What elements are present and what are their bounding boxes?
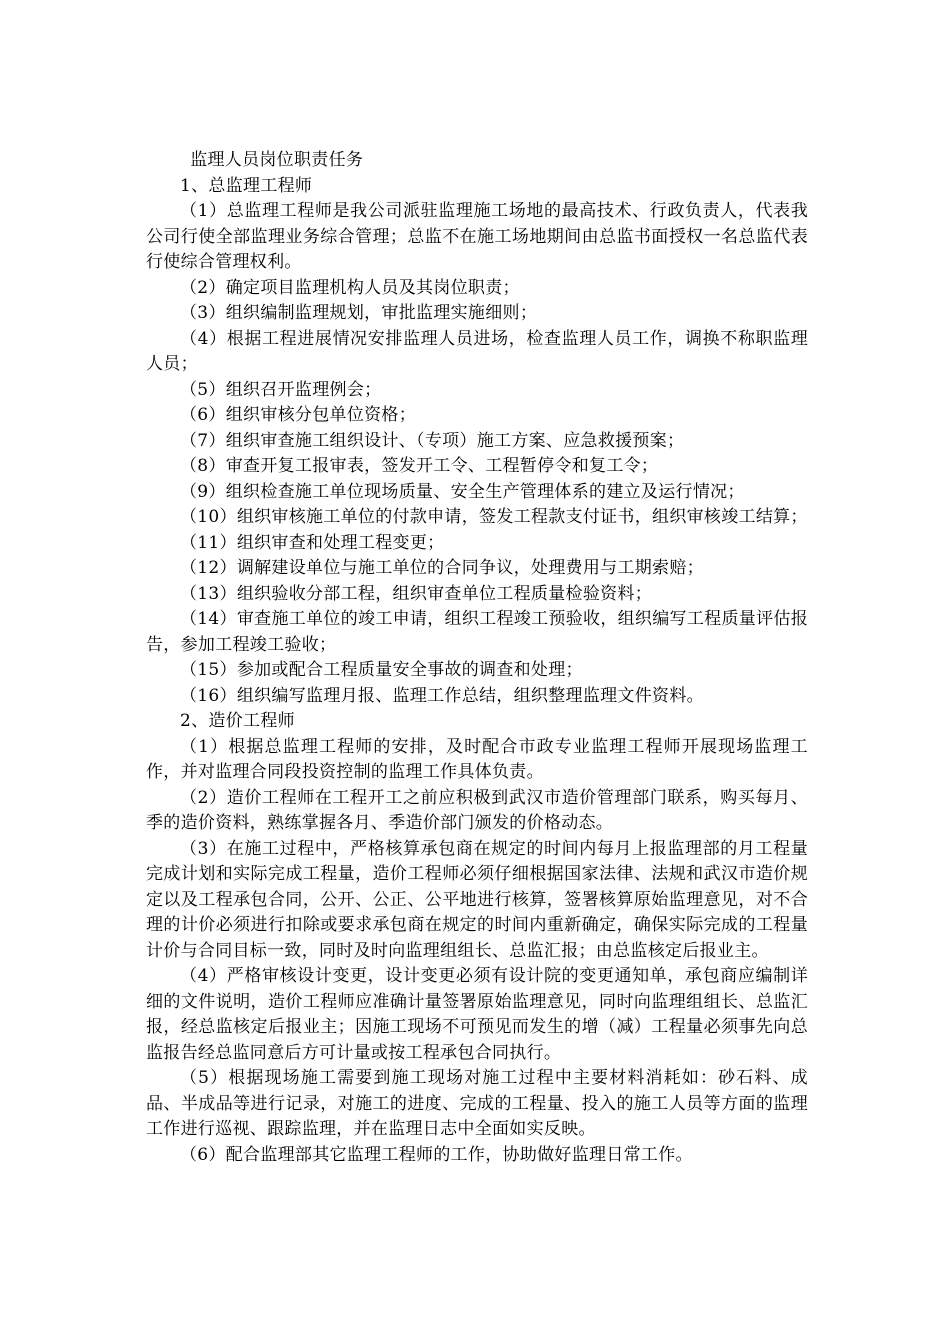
paragraph: （3）在施工过程中，严格核算承包商在规定的时间内每月上报监理部的月工程量完成计划和实际完成工程量，造价工程师必须仔细根据国家法律、法规和武汉市造价规定以及工程承包合同，公开、公正、公平地进行核算，签署核算原始监理意见，对不合理的计价必须进行扣除或要求承包商在规定的时间内重新确定，确保实际完成的工程量计价与合同目标一致，同时及时向监理组组长、总监汇报；由总监核定后报业主。 — [146, 838, 808, 961]
paragraph: （10）组织审核施工单位的付款申请，签发工程款支付证书，组织审核竣工结算； — [180, 507, 808, 527]
paragraph: （11）组织审查和处理工程变更； — [180, 532, 445, 553]
document-title: 监理人员岗位职责任务 — [190, 150, 364, 170]
paragraph: （9）组织检查施工单位现场质量、安全生产管理体系的建立及运行情况； — [180, 481, 745, 502]
paragraph: （12）调解建设单位与施工单位的合同争议，处理费用与工期索赔； — [180, 558, 704, 578]
section-heading-cost-engineer: 2、造价工程师 — [180, 711, 295, 731]
paragraph: （4）根据工程进展情况安排监理人员进场，检查监理人员工作，调换不称职监理人员； — [146, 328, 808, 374]
paragraph: （3）组织编制监理规划，审批监理实施细则； — [180, 303, 538, 323]
paragraph: （16）组织编写监理月报、监理工作总结，组织整理监理文件资料。 — [180, 685, 704, 706]
paragraph: （13）组织验收分部工程，组织审查单位工程质量检验资料； — [180, 583, 653, 604]
paragraph: （2）确定项目监理机构人员及其岗位职责； — [180, 277, 520, 298]
paragraph: （6）配合监理部其它监理工程师的工作，协助做好监理日常工作。 — [180, 1144, 693, 1165]
paragraph: （8）审查开复工报审表，签发开工令、工程暂停令和复工令； — [180, 456, 659, 476]
paragraph: （5）根据现场施工需要到施工现场对施工过程中主要材料消耗如：砂石料、成品、半成品等进行记录，对施工的进度、完成的工程量、投入的施工人员等方面的监理工作进行巡视、跟踪监理，并在监理日志中全面如实反映。 — [146, 1068, 808, 1139]
paragraph: （14）审查施工单位的竣工申请，组织工程竣工预验收，组织编写工程质量评估报告，参加工程竣工验收； — [146, 609, 808, 655]
paragraph: （4）严格审核设计变更，设计变更必须有设计院的变更通知单，承包商应编制详细的文件说明，造价工程师应准确计量签署原始监理意见，同时向监理组组长、总监汇报，经总监核定后报业主；因施工现场不可预见而发生的增（减）工程量必须事先向总监报告经总监同意后方可计量或按工程承包合同执行。 — [146, 966, 808, 1063]
document-body — [146, 148, 808, 1168]
paragraph: （5）组织召开监理例会； — [180, 379, 382, 400]
paragraph: （2）造价工程师在工程开工之前应积极到武汉市造价管理部门联系，购买每月、季的造价资料，熟练掌握各月、季造价部门颁发的价格动态。 — [146, 787, 808, 833]
paragraph: （6）组织审核分包单位资格； — [180, 405, 417, 425]
paragraph: （1）根据总监理工程师的安排，及时配合市政专业监理工程师开展现场监理工作，并对监理合同段投资控制的监理工作具体负责。 — [146, 736, 808, 782]
section-heading-chief-supervisor: 1、总监理工程师 — [180, 175, 313, 196]
paragraph: （7）组织审查施工组织设计、（专项）施工方案、应急救援预案； — [180, 430, 685, 451]
paragraph: （15）参加或配合工程质量安全事故的调查和处理； — [180, 660, 583, 680]
paragraph: （1）总监理工程师是我公司派驻监理施工场地的最高技术、行政负责人，代表我公司行使全部监理业务综合管理；总监不在施工场地期间由总监书面授权一名总监代表行使综合管理权利。 — [146, 201, 808, 272]
